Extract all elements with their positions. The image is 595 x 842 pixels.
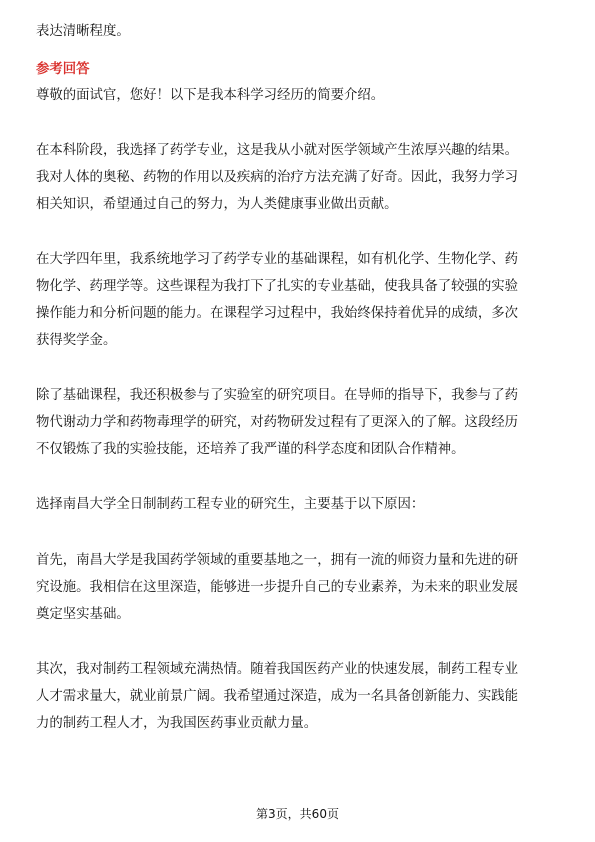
paragraph-line: 在大学四年里，我系统地学习了药学专业的基础课程，如有机化学、生物化学、药 [36, 252, 519, 267]
paragraph-line: 人才需求量大，就业前景广阔。我希望通过深造，成为一名具备创新能力、实践能 [36, 689, 519, 704]
paragraph-line: 尊敬的面试官，您好！以下是我本科学习经历的简要介绍。 [36, 88, 385, 103]
paragraph-line: 获得奖学金。 [36, 333, 117, 348]
paragraph-line: 我对人体的奥秘、药物的作用以及疾病的治疗方法充满了好奇。因此，我努力学习 [36, 170, 519, 185]
intro-tail-text: 表达清晰程度。 [36, 24, 130, 39]
page-number-footer: 第3页，共60页 [256, 807, 339, 821]
paragraph-line: 相关知识，希望通过自己的努力，为人类健康事业做出贡献。 [36, 197, 398, 212]
paragraph-line: 在本科阶段，我选择了药学专业，这是我从小就对医学领域产生浓厚兴趣的结果。 [36, 143, 519, 158]
paragraph-line: 物化学、药理学等。这些课程为我打下了扎实的专业基础，使我具备了较强的实验 [36, 279, 519, 294]
paragraph-line: 力的制药工程人才，为我国医药事业贡献力量。 [36, 716, 318, 731]
paragraph-line: 其次，我对制药工程领域充满热情。随着我国医药产业的快速发展，制药工程专业 [36, 662, 519, 677]
paragraph-line: 究设施。我相信在这里深造，能够进一步提升自己的专业素养，为未来的职业发展 [36, 580, 519, 595]
paragraph-line: 物代谢动力学和药物毒理学的研究，对药物研发过程有了更深入的了解。这段经历 [36, 415, 519, 430]
paragraph-line: 选择南昌大学全日制制药工程专业的研究生，主要基于以下原因： [36, 497, 425, 512]
paragraph-line: 首先，南昌大学是我国药学领域的重要基地之一，拥有一流的师资力量和先进的研 [36, 553, 519, 568]
paragraph-line: 奠定坚实基础。 [36, 607, 130, 622]
paragraph-line: 操作能力和分析问题的能力。在课程学习过程中，我始终保持着优异的成绩，多次 [36, 306, 519, 321]
answer-heading: 参考回答 [36, 62, 90, 77]
paragraph-line: 不仅锻炼了我的实验技能，还培养了我严谨的科学态度和团队合作精神。 [36, 442, 465, 457]
paragraph-line: 除了基础课程，我还积极参与了实验室的研究项目。在导师的指导下，我参与了药 [36, 388, 519, 403]
